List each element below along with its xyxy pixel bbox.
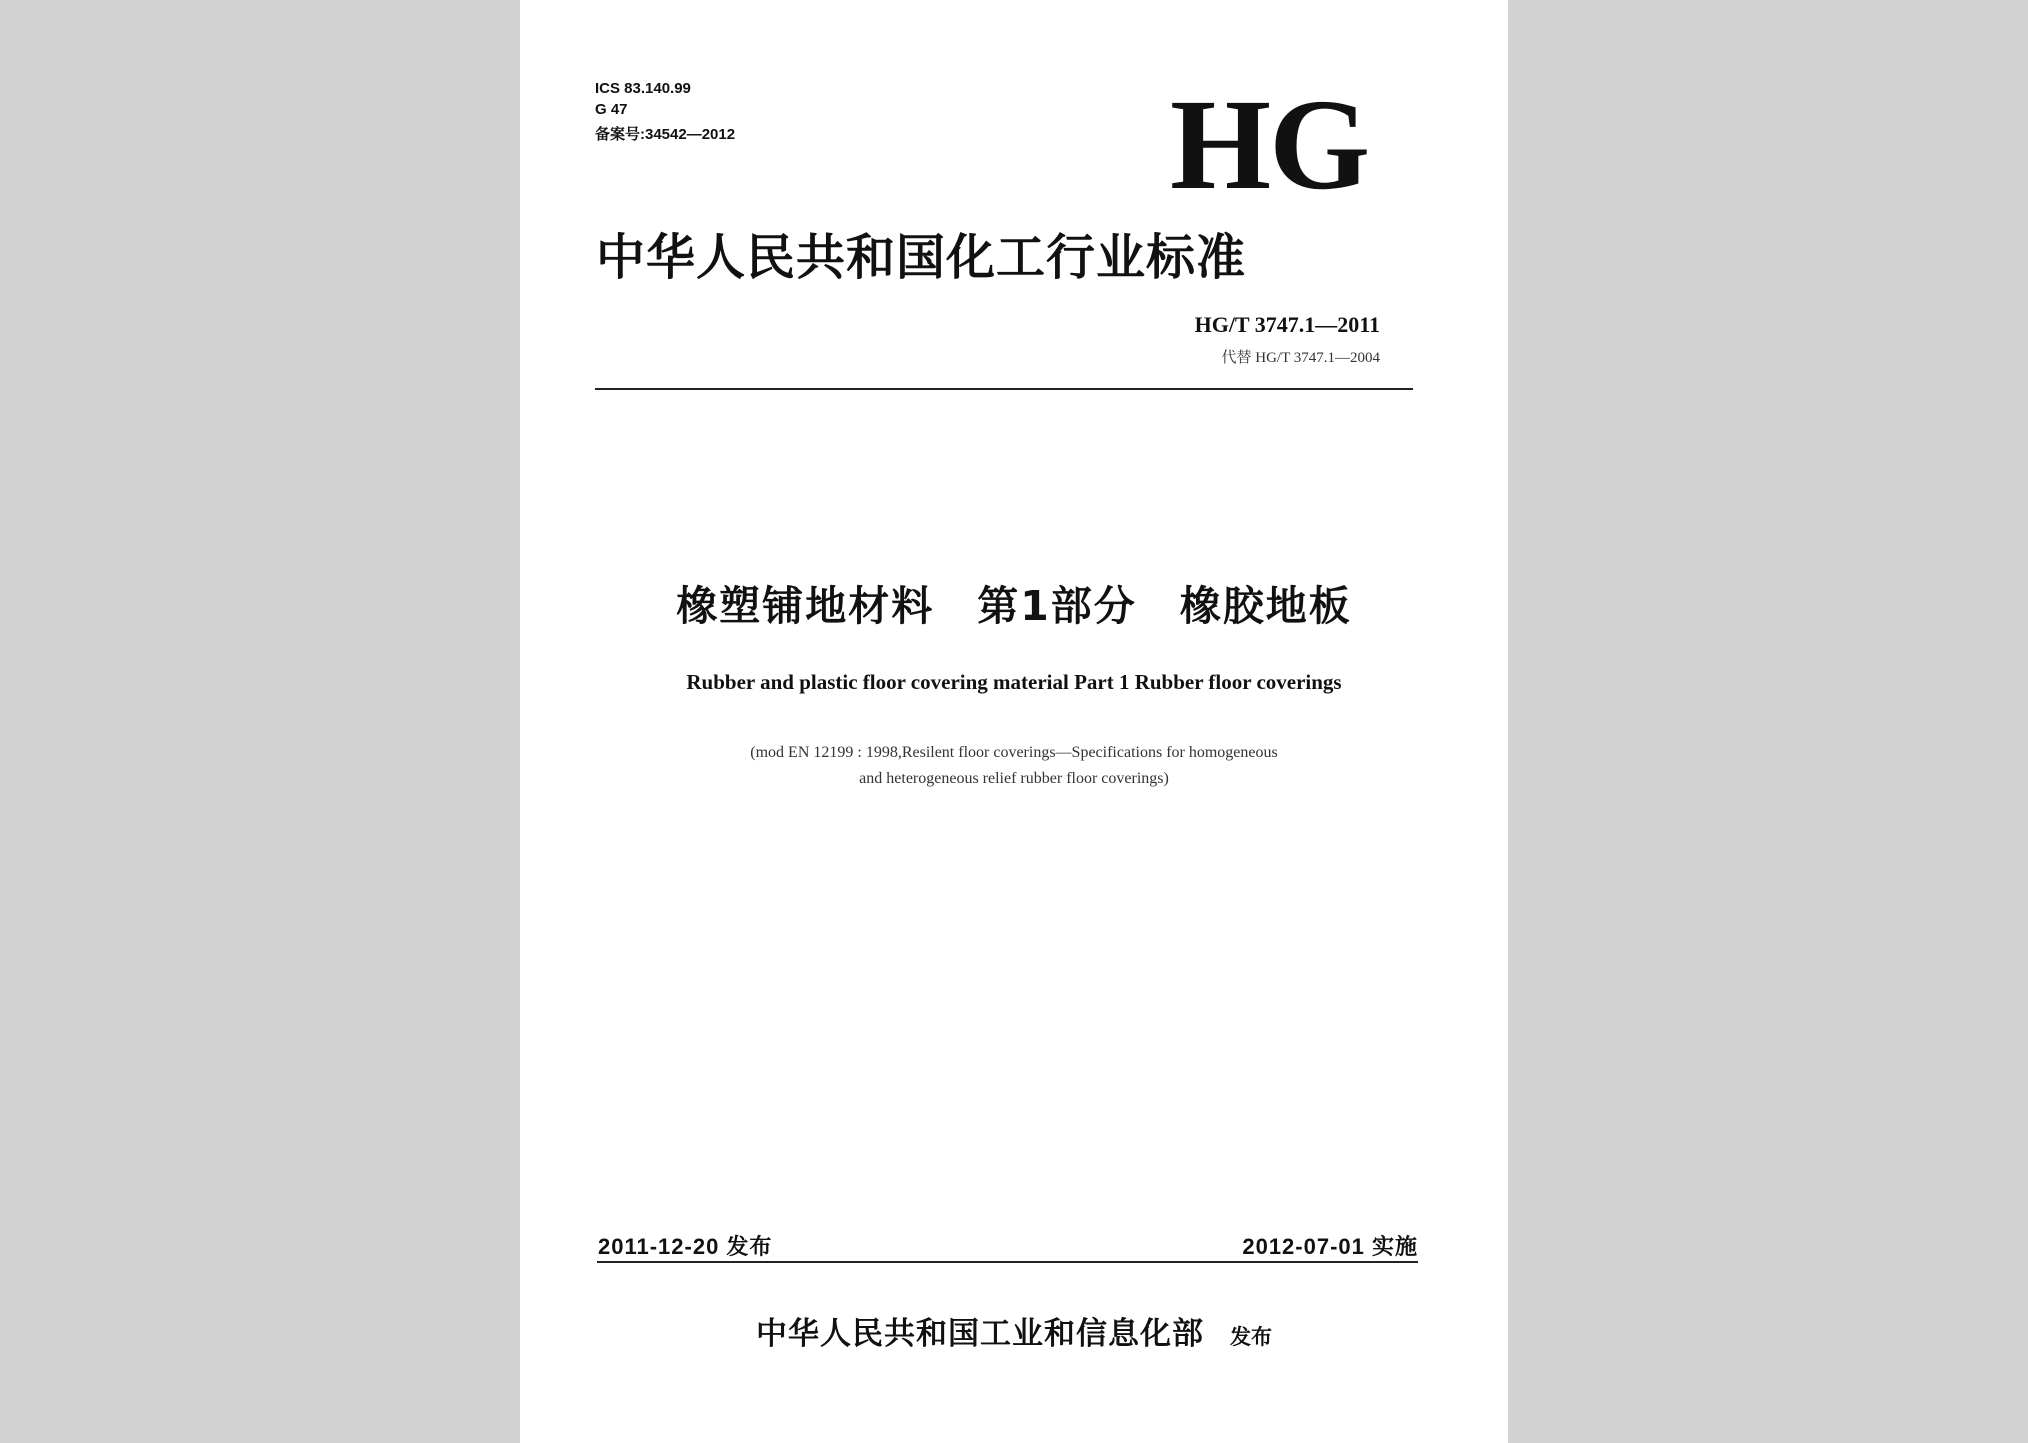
hg-logo: HG [1170,73,1369,217]
chinese-title: 橡塑铺地材料 第1部分 橡胶地板 [676,582,1352,630]
standard-code: HG/T 3747.1—2011 [1194,312,1380,337]
document-page [520,0,1508,1443]
record-number: 备案号:34542—2012 [595,126,736,143]
english-title: Rubber and plastic floor covering material Part 1 Rubber floor coverings [686,670,1342,694]
publisher-block [520,1308,1508,1353]
mod-note [520,740,1508,792]
date-rule [597,1261,1418,1263]
ccs-code: G 47 [595,101,628,118]
mod-note-line-1: (mod EN 12199 : 1998,Resilent floor coverings—Specifications for homogeneous [750,744,1278,761]
standard-category-title: 中华人民共和国化工行业标准 [596,228,1247,286]
ics-code: ICS 83.140.99 [595,80,691,97]
issue-date: 2011-12-20 发布 [598,1234,773,1259]
header-rule [595,388,1413,390]
mod-note-line-2: and heterogeneous relief rubber floor coverings) [859,770,1169,787]
publish-label: 发布 [1230,1325,1272,1349]
implementation-date: 2012-07-01 实施 [1242,1234,1418,1259]
replaces-standard: 代替 HG/T 3747.1—2004 [1221,350,1380,366]
publisher-name: 中华人民共和国工业和信息化部 [756,1316,1204,1352]
